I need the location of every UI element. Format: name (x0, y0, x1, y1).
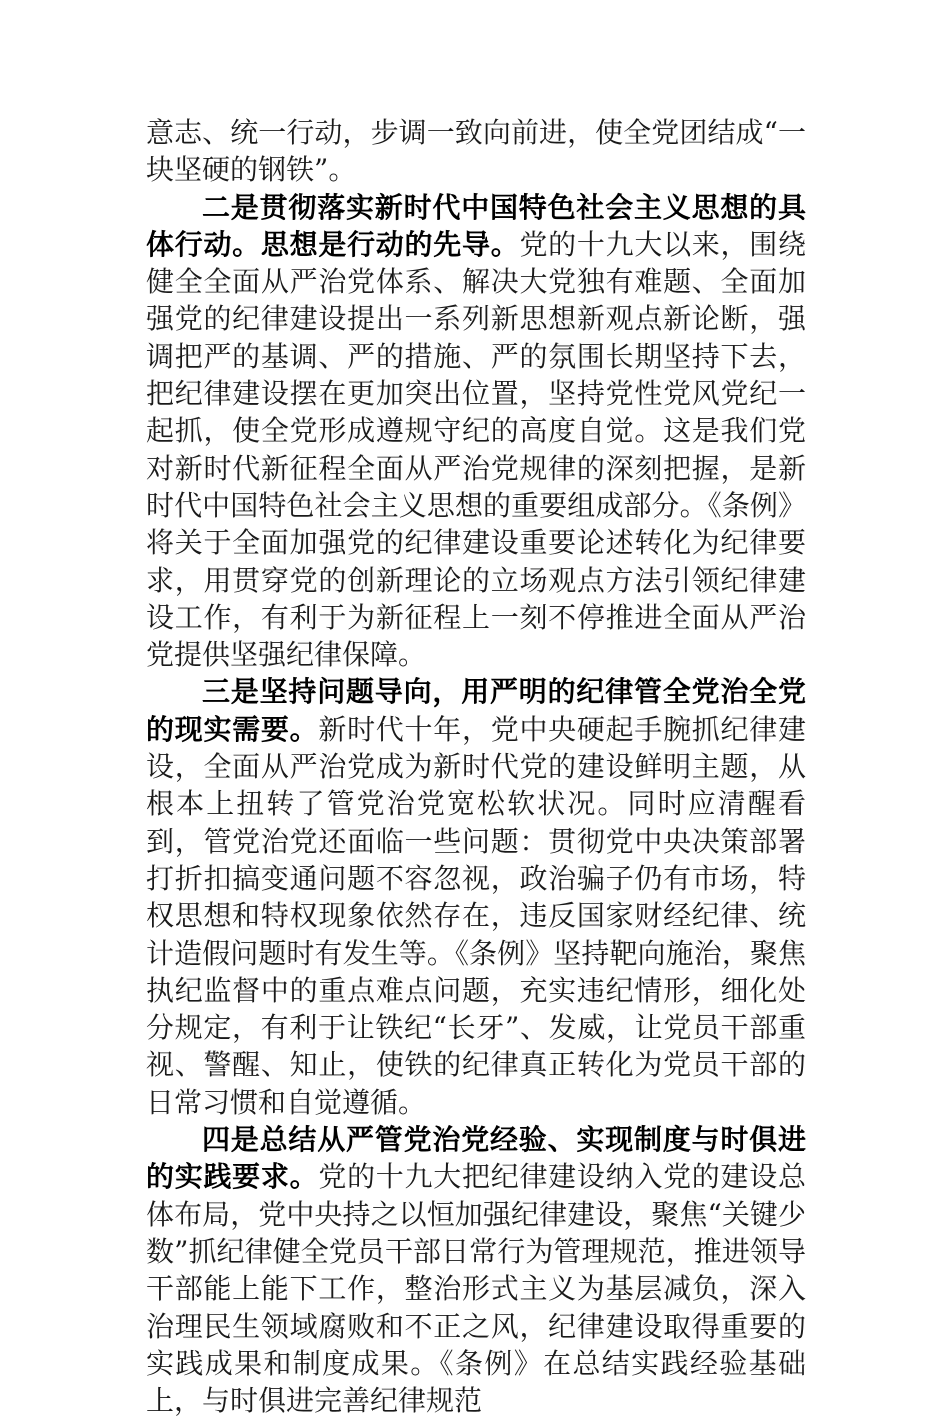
paragraph-3-body: 新时代十年，党中央硬起手腕抓纪律建设，全面从严治党成为新时代党的建设鲜明主题，从根本上扭转了管党治党宽松软状况。同时应清醒看到，管党治党还面临一些问题：贯彻党中央决策部署打折扣搞变通问题不容忽视，政治骗子仍有市场，特权思想和特权现象依然存在，违反国家财经纪律、统计造假问题时有发生等。《条例》坚持靶向施治，聚焦执纪监督中的重点难点问题，充实违纪情形，细化处分规定，有利于让铁纪“长牙”、发威，让党员干部重视、警醒、知止，使铁的纪律真正转化为党员干部的日常习惯和自觉遵循。 (146, 712, 806, 1119)
document-page (146, 114, 806, 1419)
paragraph-1-body: 意志、统一行动，步调一致向前进，使全党团结成“一块坚硬的钢铁”。 (146, 116, 806, 187)
paragraph-4 (146, 1121, 806, 1419)
paragraph-4-body: 党的十九大把纪律建设纳入党的建设总体布局，党中央持之以恒加强纪律建设，聚焦“关键少数”抓纪律健全党员干部日常行为管理规范，推进领导干部能上能下工作，整治形式主义为基层减负，深入治理民生领域腐败和不正之风，纪律建设取得重要的实践成果和制度成果。《条例》在总结实践经验基础上，与时俱进完善纪律规范 (146, 1160, 806, 1418)
paragraph-1 (146, 114, 806, 189)
paragraph-2-body: 党的十九大以来，围绕健全全面从严治党体系、解决大党独有难题、全面加强党的纪律建设提出一系列新思想新观点新论断，强调把严的基调、严的措施、严的氛围长期坚持下去，把纪律建设摆在更加突出位置，坚持党性党风党纪一起抓，使全党形成遵规守纪的高度自觉。这是我们党对新时代新征程全面从严治党规律的深刻把握，是新时代中国特色社会主义思想的重要组成部分。《条例》将关于全面加强党的纪律建设重要论述转化为纪律要求，用贯穿党的创新理论的立场观点方法引领纪律建设工作，有利于为新征程上一刻不停推进全面从严治党提供坚强纪律保障。 (146, 227, 806, 672)
paragraph-3 (146, 673, 806, 1121)
paragraph-2-lead: 二是贯彻落实新时代中国特色社会主义思想的具体行动。思想是行动的先导。 (146, 190, 806, 261)
paragraph-2 (146, 189, 806, 674)
paragraph-4-lead: 四是总结从严管党治党经验、实现制度与时俱进的实践要求。 (146, 1123, 806, 1194)
paragraph-3-lead: 三是坚持问题导向，用严明的纪律管全党治全党的现实需要。 (146, 675, 806, 746)
